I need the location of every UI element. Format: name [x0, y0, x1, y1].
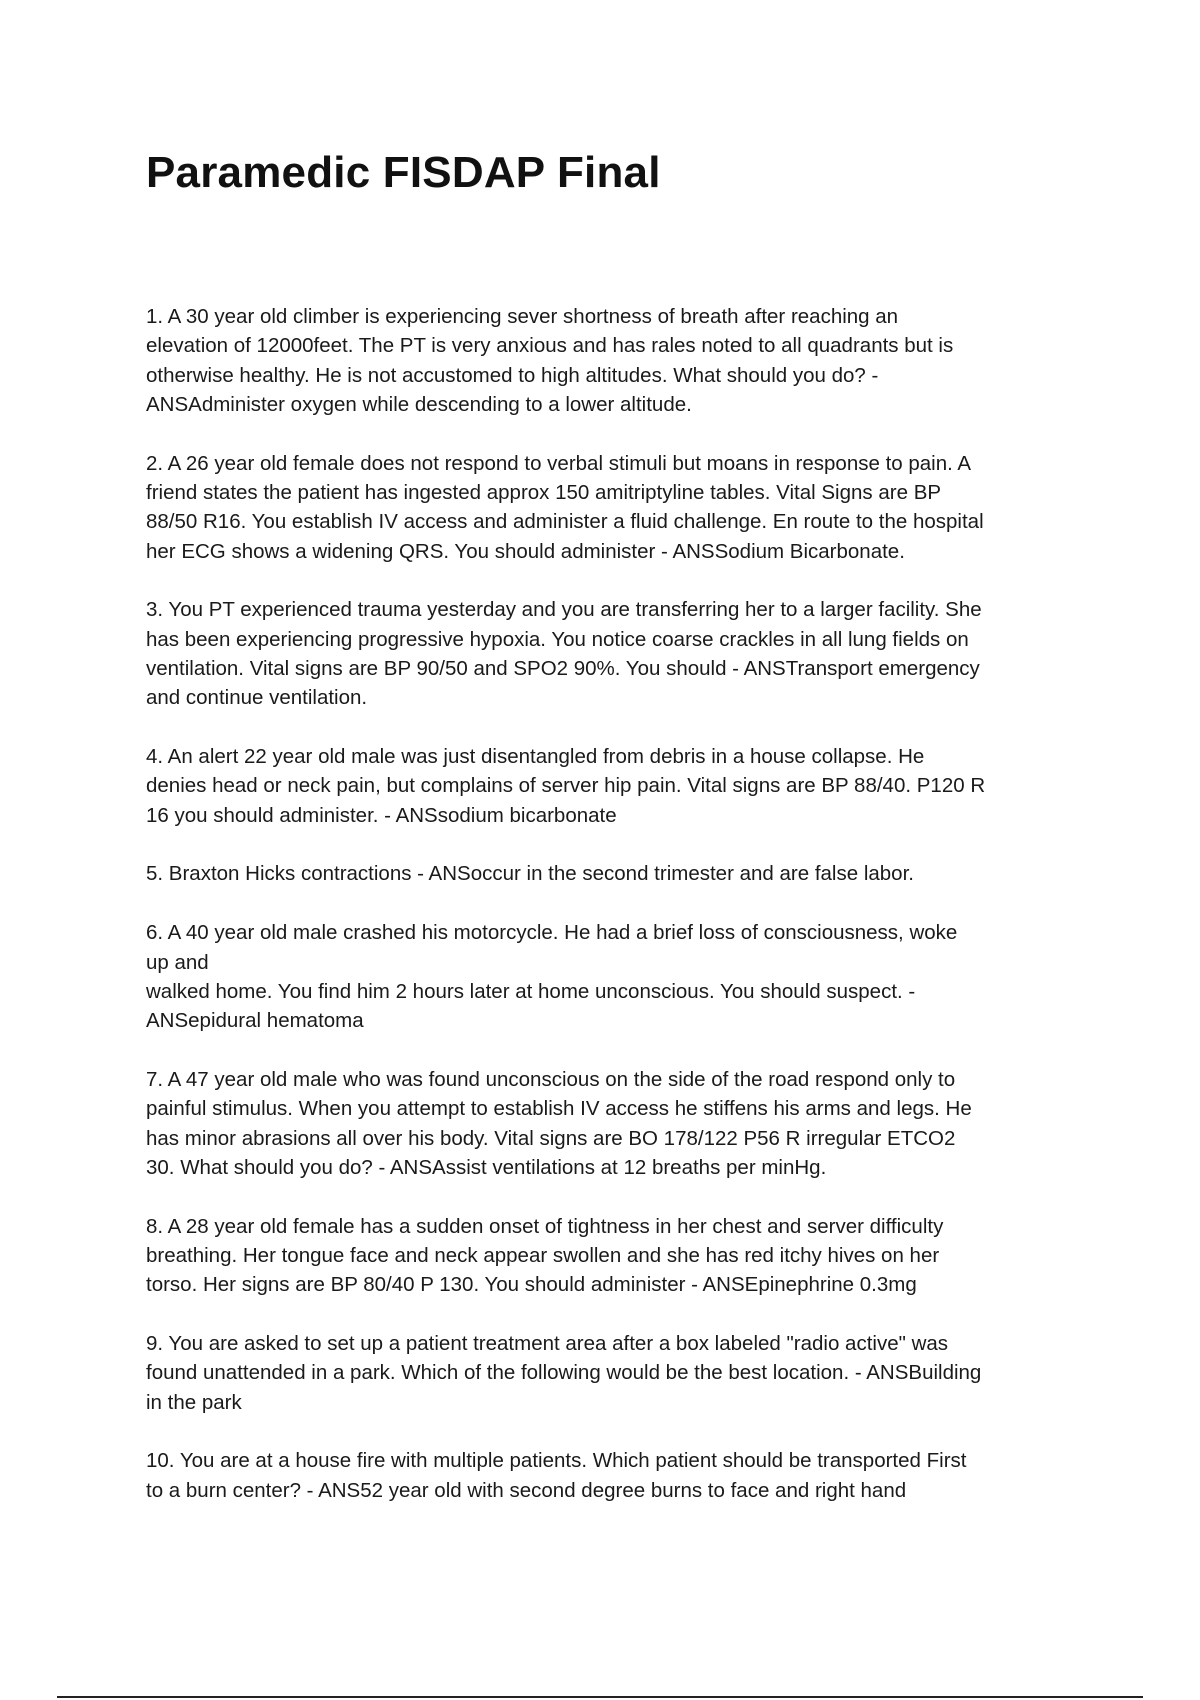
- page-title: Paramedic FISDAP Final: [146, 148, 661, 197]
- question-item-6: 6. A 40 year old male crashed his motorcycle. He had a brief loss of consciousness, woke up and walked home. You find him 2 hours later at home unconscious. You should suspect. - ANSepidural hematoma: [146, 921, 958, 1033]
- footer-divider: [57, 1696, 1143, 1698]
- question-item-9: 9. You are asked to set up a patient treatment area after a box labeled "radio active" was found unattended in a park. Which of the following would be the best location. - ANSBuilding in the park: [146, 1332, 982, 1414]
- question-item-8: 8. A 28 year old female has a sudden onset of tightness in her chest and server difficulty breathing. Her tongue face and neck appear swollen and she has red itchy hives on her torso. Her signs are BP 80/40 P 130. You should administer - ANSEpinephrine 0.3mg: [146, 1214, 944, 1297]
- question-item-5: 5. Braxton Hicks contractions - ANSoccur in the second trimester and are false labor.: [146, 862, 914, 886]
- question-item-10: 10. You are at a house fire with multiple patients. Which patient should be transported First to a burn center? - ANS52 year old with second degree burns to face and right hand: [146, 1449, 967, 1502]
- question-item-1: 1. A 30 year old climber is experiencing sever shortness of breath after reaching an elevation of 12000feet. The PT is very anxious and has rales noted to all quadrants but is otherwise healthy. He is not accustomed to high altitudes. What should you do? - ANSAdminister oxygen while descending to a lower altitude.: [146, 305, 954, 416]
- question-item-7: 7. A 47 year old male who was found unconscious on the side of the road respond only to painful stimulus. When you attempt to establish IV access he stiffens his arms and legs. He has minor abrasions all over his body. Vital signs are BO 178/122 P56 R irregular ETCO2 30. What should you do? - ANSAssist ventilations at 12 breaths per minHg.: [146, 1067, 972, 1179]
- question-item-2: 2. A 26 year old female does not respond to verbal stimuli but moans in response to pain. A friend states the patient has ingested approx 150 amitriptyline tables. Vital Signs are BP 88/50 R16. You establish IV access and administer a fluid challenge. En route to the hospital her ECG shows a widening QRS. You should administer - ANSSodium Bicarbonate.: [146, 451, 984, 563]
- question-item-3: 3. You PT experienced trauma yesterday and you are transferring her to a larger facility. She has been experiencing progressive hypoxia. You notice coarse crackles in all lung fields on ventilation. Vital signs are BP 90/50 and SPO2 90%. You should - ANSTransport emergency and continue ventilation.: [146, 598, 982, 710]
- question-item-4: 4. An alert 22 year old male was just disentangled from debris in a house collapse. He denies head or neck pain, but complains of server hip pain. Vital signs are BP 88/40. P120 R 16 you should administer. - ANSsodium bicarbonate: [146, 745, 986, 827]
- question-list: [146, 302, 1066, 1535]
